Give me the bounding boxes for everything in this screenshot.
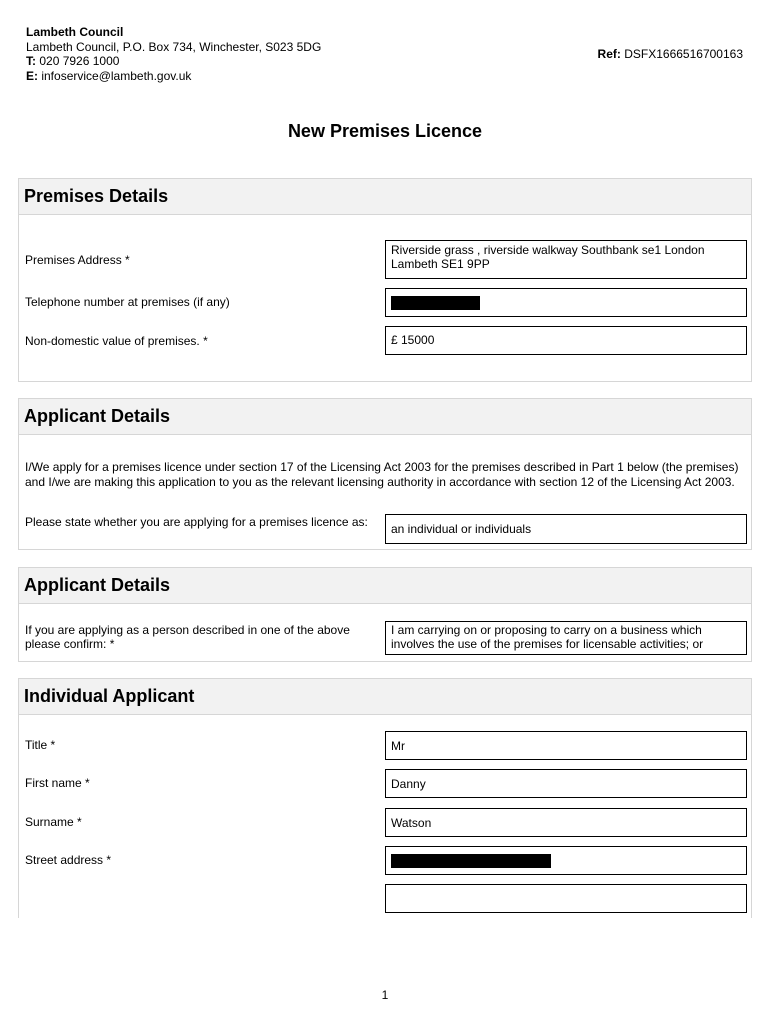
document-title: New Premises Licence — [287, 121, 483, 141]
org-telephone — [26, 54, 321, 69]
non-domestic-value-label: Non-domestic value of premises. * — [25, 334, 208, 348]
org-address: Lambeth Council, P.O. Box 734, Winchester, S023 5DG — [26, 39, 322, 54]
applying-as-field[interactable]: an individual or individuals — [385, 514, 747, 544]
premises-phone-field[interactable] — [385, 288, 747, 317]
non-domestic-value-field[interactable]: £ 15000 — [385, 326, 747, 355]
application-intro-text: I/We apply for a premises licence under section 17 of the Licensing Act 2003 for the premises described in Part 1 below (the premises) and I/we are making this application to you as the relevant licensing authority in accordance with section 12 of the Licensing Act 2003. — [25, 460, 739, 489]
page-number: 1 — [381, 988, 389, 1002]
surname-label: Surname * — [25, 815, 82, 829]
premises-address-label: Premises Address * — [25, 253, 130, 267]
reference — [598, 47, 743, 61]
street-address-label: Street address * — [25, 853, 112, 867]
applicant-details-section — [18, 398, 752, 550]
first-name-label: First name * — [25, 776, 90, 790]
section-heading: Applicant Details — [19, 399, 751, 435]
tel-value: 020 7926 1000 — [39, 54, 120, 68]
title-label: Title * — [25, 738, 56, 752]
redaction-bar — [391, 296, 480, 310]
premises-address-field[interactable]: Riverside grass , riverside walkway Southbank se1 London Lambeth SE1 9PP — [385, 240, 747, 279]
email-value: infoservice@lambeth.gov.uk — [41, 68, 192, 83]
ref-label: Ref: — [597, 47, 621, 61]
redaction-bar — [391, 854, 551, 868]
org-email — [26, 69, 321, 84]
org-name: Lambeth Council — [26, 25, 124, 39]
applicant-confirmation-section — [18, 567, 752, 662]
ref-value: DSFX1666516700163 — [624, 47, 743, 61]
section-heading: Individual Applicant — [19, 679, 751, 715]
confirm-label: If you are applying as a person described in one of the above please confirm: * — [25, 623, 350, 651]
individual-applicant-section — [18, 678, 752, 918]
applying-as-label: Please state whether you are applying for a premises licence as: — [25, 515, 368, 529]
tel-label: T: — [26, 54, 36, 68]
section-heading: Applicant Details — [19, 568, 751, 604]
document-header — [26, 25, 321, 83]
email-label: E: — [26, 68, 38, 83]
surname-field[interactable]: Watson — [385, 808, 747, 837]
confirm-field[interactable]: I am carrying on or proposing to carry on a business which involves the use of the premises for licensable activities; or — [385, 621, 747, 655]
section-heading: Premises Details — [19, 179, 751, 215]
first-name-field[interactable]: Danny — [385, 769, 747, 798]
street-address-field[interactable] — [385, 846, 747, 875]
title-field[interactable]: Mr — [385, 731, 747, 760]
premises-phone-label: Telephone number at premises (if any) — [25, 295, 230, 309]
street-address-line2-field[interactable] — [385, 884, 747, 913]
premises-details-section — [18, 178, 752, 382]
